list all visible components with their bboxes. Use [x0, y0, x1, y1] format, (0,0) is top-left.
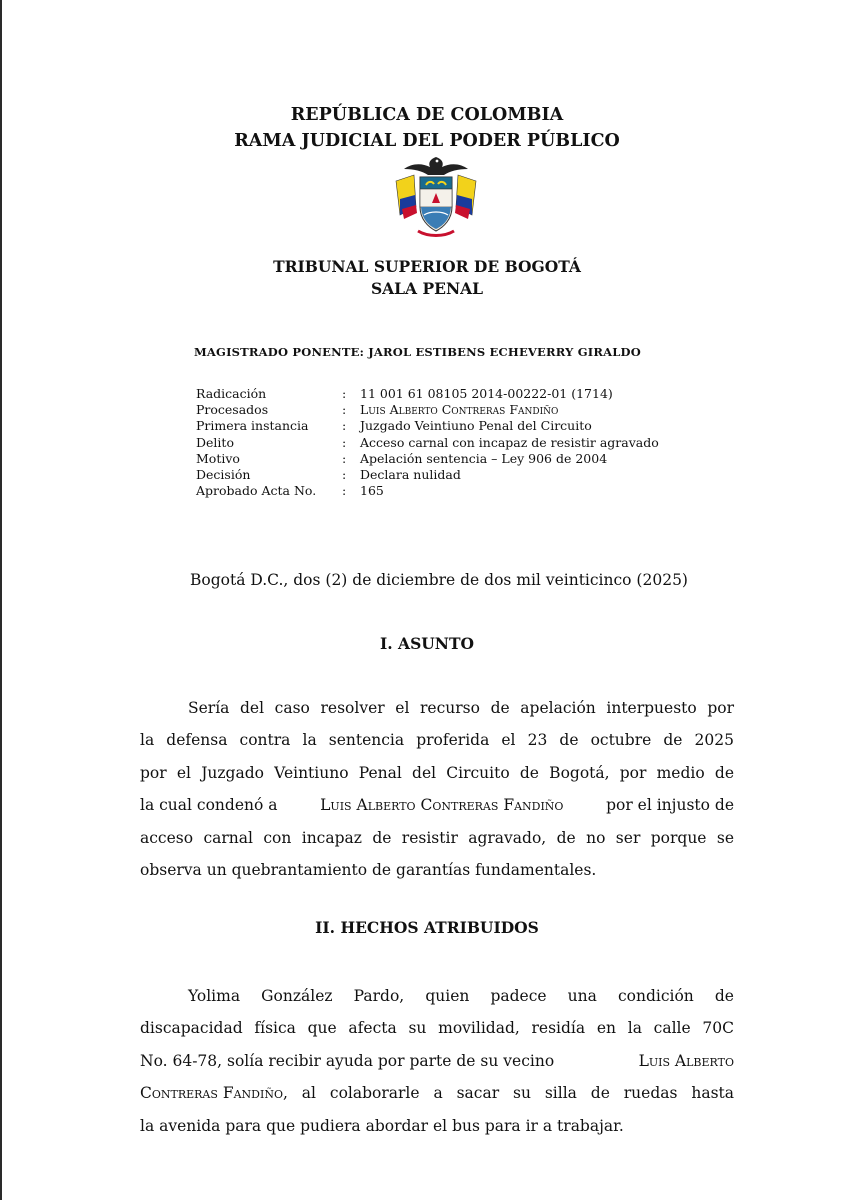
date-line: Bogotá D.C., dos (2) de diciembre de dos mil veinticinco (2025)	[190, 571, 688, 589]
case-info-colon: :	[342, 418, 347, 434]
case-info-value: Acceso carnal con incapaz de resistir agravado	[360, 434, 659, 450]
case-info-row-decision	[196, 467, 659, 483]
case-info-key: Primera instancia	[196, 418, 309, 434]
case-info-value: Juzgado Veintiuno Penal del Circuito	[360, 418, 592, 434]
case-info-colon: :	[342, 483, 347, 499]
paragraph-hechos	[140, 980, 734, 1142]
case-info-row-delito	[196, 435, 659, 451]
case-info-key: Delito	[196, 434, 234, 450]
paragraph-line: Yolima González Pardo, quien padece una condición de	[188, 987, 734, 1005]
paragraph-line: la avenida para que pudiera abordar el bus para ir a trabajar.	[140, 1116, 624, 1135]
tribunal-heading	[0, 256, 854, 300]
case-info-key: Motivo	[196, 450, 240, 466]
header-rama-judicial: RAMA JUDICIAL DEL PODER PÚBLICO	[234, 131, 620, 151]
case-info-key: Aprobado Acta No.	[196, 483, 317, 499]
section-title-hechos: II. HECHOS ATRIBUIDOS	[315, 918, 539, 937]
case-info-row-acta	[196, 483, 659, 499]
paragraph-text: No. 64-78, solía recibir ayuda por parte de su vecino	[140, 1051, 555, 1070]
document-header	[0, 102, 854, 154]
paragraph-asunto	[140, 692, 734, 886]
case-info-key: Radicación	[196, 386, 267, 401]
paragraph-line: observa un quebrantamiento de garantías fundamentales.	[140, 860, 597, 879]
coat-of-arms-seal	[392, 155, 480, 241]
defendant-name: Contreras Fandiño	[140, 1084, 283, 1103]
paragraph-text: , al colaborarle a sacar su silla de ruedas hasta	[282, 1084, 734, 1103]
header-republic: REPÚBLICA DE COLOMBIA	[290, 105, 564, 125]
case-info-key: Decisión	[196, 467, 251, 483]
case-info-row-primera-instancia	[196, 418, 659, 434]
case-info-value: Declara nulidad	[360, 467, 461, 483]
paragraph-line	[140, 1077, 734, 1109]
case-info-colon: :	[342, 450, 347, 466]
case-info-colon: :	[342, 467, 347, 483]
case-info-value: Apelación sentencia – Ley 906 de 2004	[360, 450, 608, 466]
case-info-colon: :	[342, 434, 347, 450]
paragraph-text: por el injusto de	[606, 796, 734, 815]
paragraph-text: la cual condenó a	[140, 796, 278, 815]
paragraph-line	[140, 1045, 734, 1077]
case-info-row-procesados	[196, 402, 659, 418]
paragraph-line: Sería del caso resolver el recurso de apelación interpuesto por	[188, 699, 734, 717]
defendant-name: Luis Alberto Contreras Fandiño	[320, 796, 564, 815]
case-info-row-motivo	[196, 451, 659, 467]
case-info-key: Procesados	[196, 402, 269, 418]
page-edge	[0, 0, 2, 1200]
magistrado-ponente: MAGISTRADO PONENTE: JAROL ESTIBENS ECHEVERRY GIRALDO	[194, 345, 641, 359]
paragraph-line	[140, 789, 734, 821]
paragraph-line: discapacidad física que afecta su movilidad, residía en la calle 70C	[140, 1019, 734, 1038]
case-info-row-radicacion	[196, 386, 659, 402]
paragraph-line: acceso carnal con incapaz de resistir agravado, de no ser porque se	[140, 828, 734, 847]
case-info-colon: :	[342, 386, 347, 401]
paragraph-line: la defensa contra la sentencia proferida el 23 de octubre de 2025	[140, 731, 734, 750]
sala-name: SALA PENAL	[370, 279, 484, 298]
case-info-value: Luis Alberto Contreras Fandiño	[360, 402, 559, 418]
defendant-name: Luis Alberto	[638, 1051, 734, 1070]
paragraph-line: por el Juzgado Veintiuno Penal del Circuito de Bogotá, por medio de	[140, 763, 734, 782]
case-info-value: 165	[360, 483, 384, 499]
case-info-table	[196, 386, 659, 499]
section-title-asunto: I. ASUNTO	[380, 634, 474, 653]
tribunal-name: TRIBUNAL SUPERIOR DE BOGOTÁ	[273, 257, 581, 276]
case-info-colon: :	[342, 402, 347, 418]
case-info-value: 11 001 61 08105 2014-00222-01 (1714)	[360, 386, 613, 401]
